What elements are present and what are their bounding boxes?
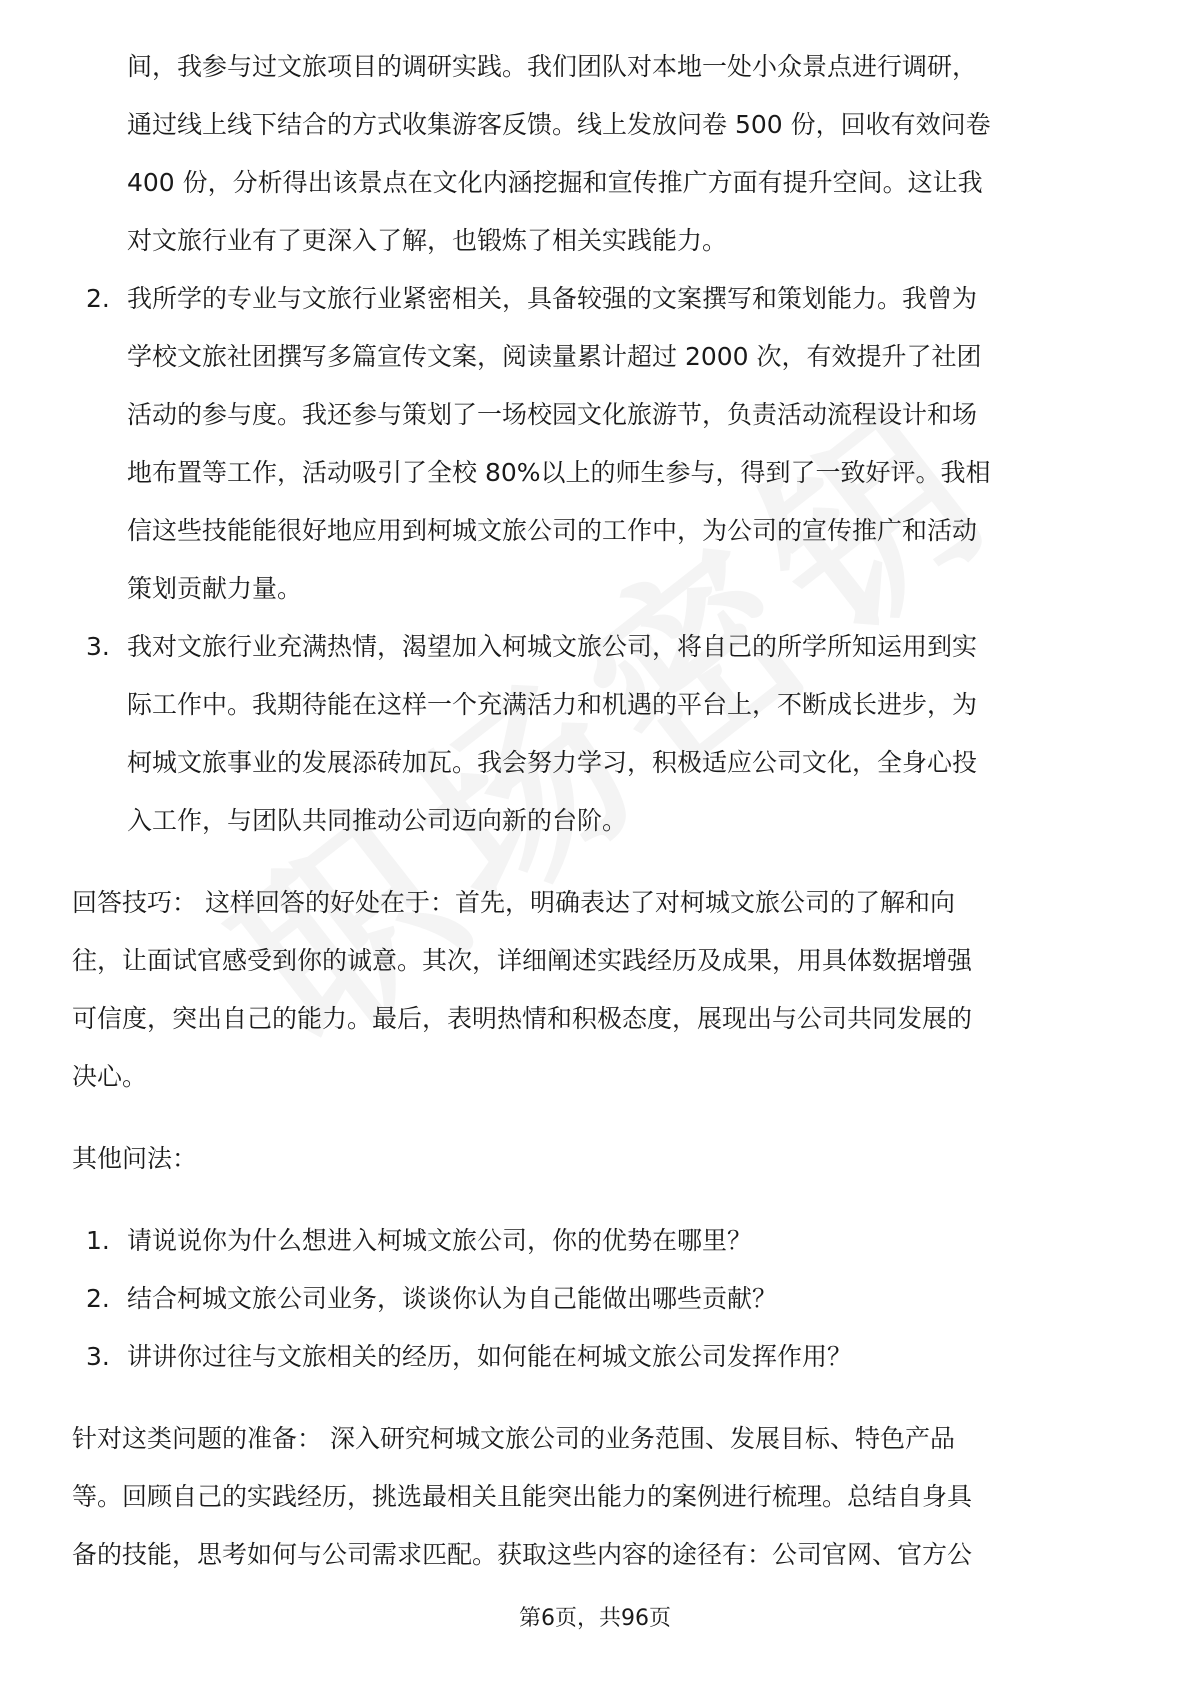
text-line: 往，让面试官感受到你的诚意。其次，详细阐述实践经历及成果，用具体数据增强 (72, 946, 973, 975)
text-line: 信这些技能能很好地应用到柯城文旅公司的工作中，为公司的宣传推广和活动 (127, 516, 978, 545)
text-line: 活动的参与度。我还参与策划了一场校园文化旅游节，负责活动流程设计和场 (127, 400, 978, 429)
text-line: 策划贡献力量。 (127, 574, 303, 603)
text-line: 结合柯城文旅公司业务，谈谈你认为自己能做出哪些贡献？ (127, 1284, 778, 1313)
spacer (72, 850, 1122, 874)
spacer (72, 1188, 1122, 1212)
text-line: 400 份，分析得出该景点在文化内涵挖掘和宣传推广方面有提升空间。这让我 (127, 168, 983, 197)
list-item (72, 618, 1122, 850)
text-line: 地布置等工作，活动吸引了全校 80%以上的师生参与，得到了一致好评。我相 (127, 458, 991, 487)
text-line: 学校文旅社团撰写多篇宣传文案，阅读量累计超过 2000 次，有效提升了社团 (127, 342, 982, 371)
list-number: 3. (86, 1342, 110, 1371)
section-heading: 其他问法： (72, 1144, 198, 1173)
text-line: 讲讲你过往与文旅相关的经历，如何能在柯城文旅公司发挥作用？ (127, 1342, 853, 1371)
continued-list-item-text (72, 38, 1122, 270)
preparation-paragraph (72, 1410, 1122, 1584)
text-line: 请说说你为什么想进入柯城文旅公司，你的优势在哪里？ (127, 1226, 753, 1255)
other-questions-heading-block (72, 1130, 1122, 1188)
page-content (72, 38, 1122, 1584)
text-line: 针对这类问题的准备： 深入研究柯城文旅公司的业务范围、发展目标、特色产品 (72, 1424, 955, 1453)
text-line: 入工作，与团队共同推动公司迈向新的台阶。 (127, 806, 628, 835)
text-line: 备的技能，思考如何与公司需求匹配。获取这些内容的途径有：公司官网、官方公 (72, 1540, 973, 1569)
text-line: 间，我参与过文旅项目的调研实践。我们团队对本地一处小众景点进行调研， (127, 52, 978, 81)
answer-tips-paragraph (72, 874, 1122, 1106)
list-number: 3. (86, 632, 110, 661)
text-line: 回答技巧： 这样回答的好处在于：首先，明确表达了对柯城文旅公司的了解和向 (72, 888, 955, 917)
list-item (72, 1270, 1122, 1328)
list-number: 2. (86, 284, 110, 313)
text-line: 我所学的专业与文旅行业紧密相关，具备较强的文案撰写和策划能力。我曾为 (127, 284, 978, 313)
list-number: 1. (86, 1226, 110, 1255)
text-line: 决心。 (72, 1062, 148, 1091)
list-item (72, 1212, 1122, 1270)
text-line: 我对文旅行业充满热情，渴望加入柯城文旅公司，将自己的所学所知运用到实 (127, 632, 978, 661)
text-line: 对文旅行业有了更深入了解，也锻炼了相关实践能力。 (127, 226, 728, 255)
page-number-footer: 第6页，共96页 (519, 1606, 671, 1631)
text-line: 际工作中。我期待能在这样一个充满活力和机遇的平台上，不断成长进步，为 (127, 690, 978, 719)
text-line: 通过线上线下结合的方式收集游客反馈。线上发放问卷 500 份，回收有效问卷 (127, 110, 991, 139)
list-item (72, 270, 1122, 618)
text-line: 等。回顾自己的实践经历，挑选最相关且能突出能力的案例进行梳理。总结自身具 (72, 1482, 973, 1511)
spacer (72, 1106, 1122, 1130)
text-line: 柯城文旅事业的发展添砖加瓦。我会努力学习，积极适应公司文化，全身心投 (127, 748, 978, 777)
text-line: 可信度，突出自己的能力。最后，表明热情和积极态度，展现出与公司共同发展的 (72, 1004, 973, 1033)
list-item (72, 1328, 1122, 1386)
spacer (72, 1386, 1122, 1410)
list-number: 2. (86, 1284, 110, 1313)
